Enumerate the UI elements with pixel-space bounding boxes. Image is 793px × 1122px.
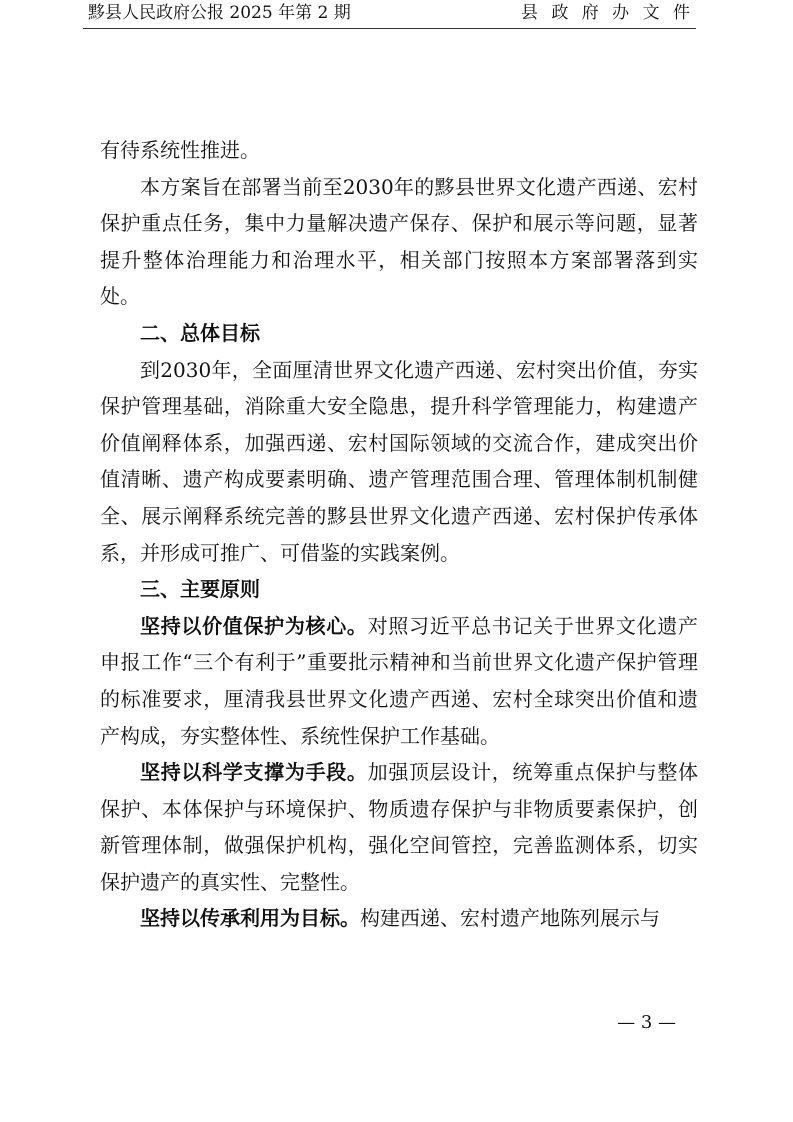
- principle-text: 构建西递、宏村遗产地陈列展示与: [360, 906, 660, 931]
- section-heading-main-principles: 三、主要原则: [140, 577, 260, 602]
- header-category: 县 政 府 办 文 件: [520, 3, 694, 23]
- page-number: — 3 —: [617, 1012, 676, 1033]
- paragraph-overall-goal: 到2030年，全面厘清世界文化遗产西递、宏村突出价值，夯实保护管理基础，消除重大安全隐患，提升科学管理能力，构建遗产价值阐释体系，加强西递、宏村国际领域的交流合作，建成突出价值清晰、遗产构成要素明确、遗产管理范围合理、管理体制机制健全、展示阐释系统完善的黟县世界文化遗产西递、宏村保护传承体系，并形成可推广、可借鉴的实践案例。: [100, 357, 698, 565]
- document-body: [100, 132, 698, 937]
- principle-lead: 坚持以传承利用为目标。: [140, 906, 360, 931]
- header-publication: 黟县人民政府公报 2025 年第 2 期: [88, 3, 351, 23]
- section-heading-overall-goal: 二、总体目标: [140, 320, 260, 345]
- principle-text: 加强顶层设计，统筹重点保护与整体保护、本体保护与环境保护、物质遗存保护与非物质要素保护，创新管理体制，做强保护机构，强化空间管控，完善监测体系，切实保护遗产的真实性、完整性。: [100, 760, 699, 894]
- paragraph-purpose: 本方案旨在部署当前至2030年的黟县世界文化遗产西递、宏村保护重点任务，集中力量解决遗产保存、保护和展示等问题，显著提升整体治理能力和治理水平，相关部门按照本方案部署落到实处。: [100, 174, 698, 309]
- principle-lead: 坚持以科学支撑为手段。: [140, 760, 368, 785]
- paragraph-principle-value: [100, 608, 698, 754]
- page-header: [83, 0, 696, 29]
- paragraph-principle-inheritance: [100, 900, 698, 937]
- paragraph-continuation: 有待系统性推进。: [100, 138, 260, 162]
- paragraph-principle-science: [100, 754, 698, 900]
- principle-lead: 坚持以价值保护为核心。: [140, 613, 368, 638]
- principle-text: 对照习近平总书记关于世界文化遗产申报工作“三个有利于”重要批示精神和当前世界文化遗产保护管理的标准要求，厘清我县世界文化遗产西递、宏村全球突出价值和遗产构成，夯实整体性、系统性保护工作基础。: [100, 613, 699, 748]
